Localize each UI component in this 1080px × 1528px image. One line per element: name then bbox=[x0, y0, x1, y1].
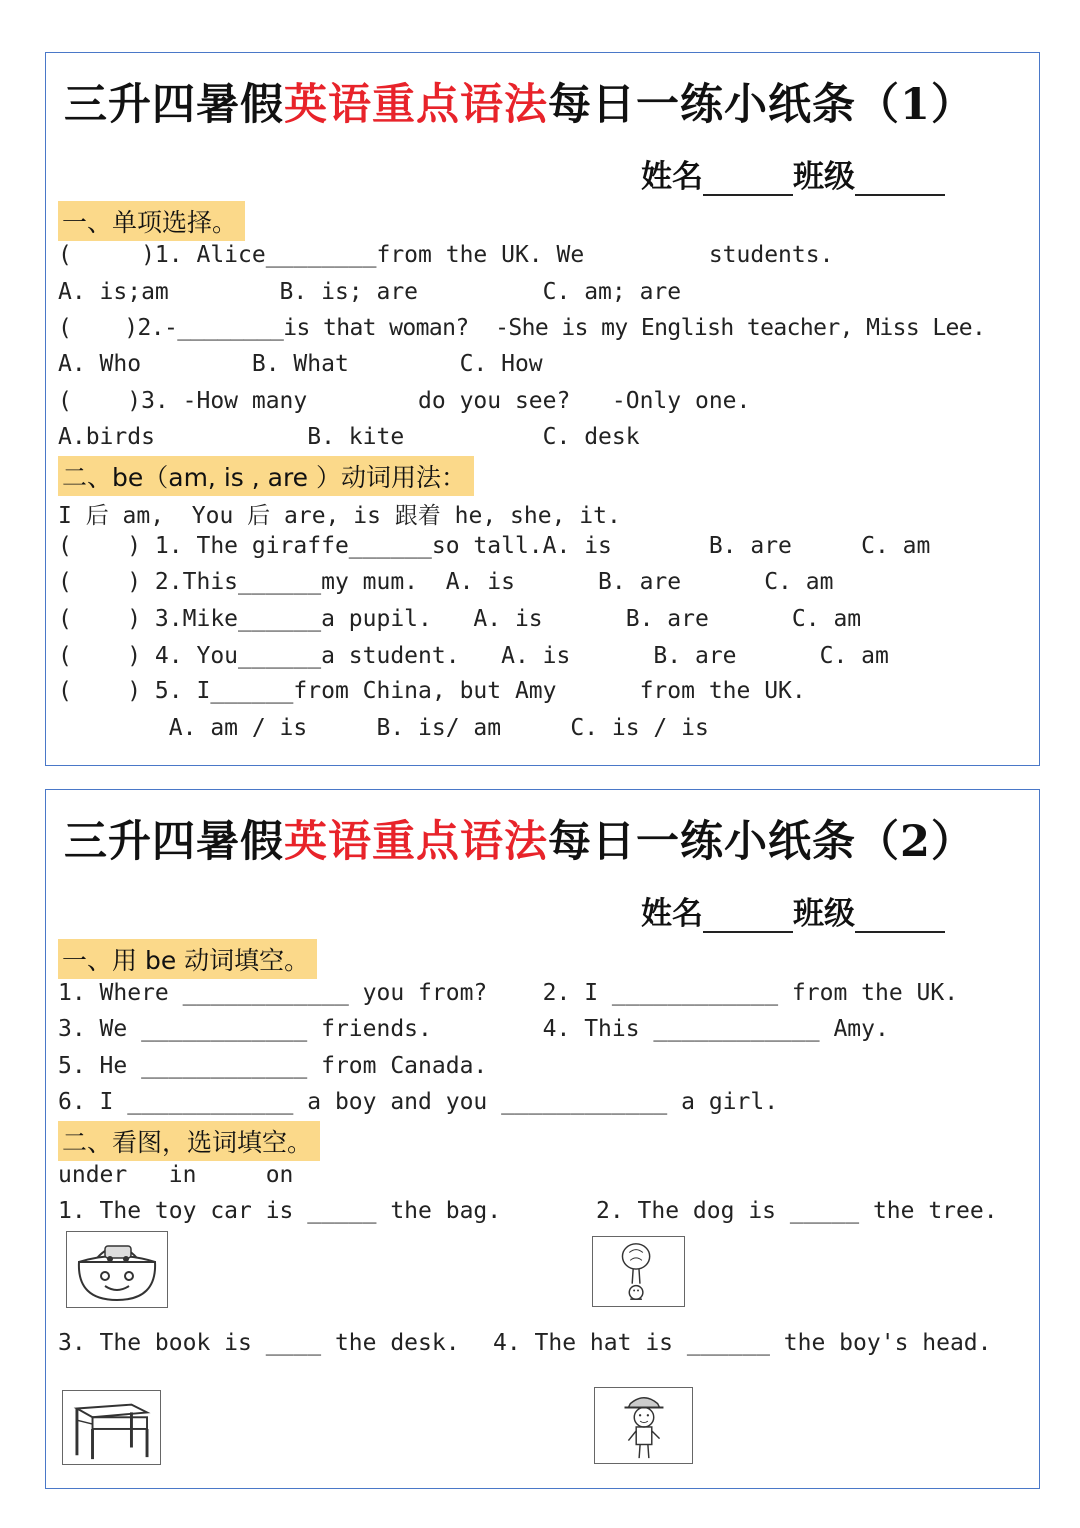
options-line: A. am / is B. is/ am C. is / is bbox=[58, 715, 709, 741]
fill-line: 6. I ____________ a boy and you ____________ a girl. bbox=[58, 1089, 779, 1115]
options-line: A.birds B. kite C. desk bbox=[58, 424, 640, 450]
title-prefix: 三升四暑假 bbox=[64, 817, 284, 867]
worksheet-2 bbox=[45, 789, 1040, 1489]
worksheet-title bbox=[64, 808, 975, 869]
desk-icon bbox=[62, 1390, 161, 1465]
bag-with-toy-car-icon bbox=[66, 1231, 168, 1308]
picture-question: 2. The dog is _____ the tree. bbox=[596, 1198, 998, 1224]
question-line: ( ) 5. I______from China, but Amy from the UK. bbox=[58, 678, 806, 704]
class-label: 班级 bbox=[793, 896, 855, 932]
question-line: ( ) 3.Mike______a pupil. A. is B. are C. am bbox=[58, 606, 862, 632]
title-suffix: 每日一练小纸条（2） bbox=[548, 817, 975, 867]
fill-line: 3. We ____________ friends. 4. This ____________ Amy. bbox=[58, 1016, 889, 1042]
class-blank[interactable] bbox=[855, 162, 945, 196]
worksheet-title bbox=[64, 71, 975, 132]
section-heading: 二、be（am, is , are ）动词用法： bbox=[58, 456, 474, 496]
class-label: 班级 bbox=[793, 159, 855, 195]
name-class-row bbox=[641, 151, 945, 196]
picture-question: 3. The book is ____ the desk. bbox=[58, 1330, 460, 1356]
fill-line: 5. He ____________ from Canada. bbox=[58, 1053, 488, 1079]
title-highlight: 英语重点语法 bbox=[284, 817, 548, 867]
section-heading: 一、用 be 动词填空。 bbox=[58, 939, 317, 979]
dog-under-tree-icon bbox=[592, 1236, 685, 1307]
name-class-row bbox=[641, 888, 945, 933]
fill-line: 1. Where ____________ you from? 2. I ____________ from the UK. bbox=[58, 980, 959, 1006]
name-label: 姓名 bbox=[641, 159, 703, 195]
options-line: A. Who B. What C. How bbox=[58, 351, 543, 377]
title-highlight: 英语重点语法 bbox=[284, 80, 548, 130]
word-bank: under in on bbox=[58, 1162, 294, 1188]
question-line: ( ) 4. You______a student. A. is B. are C. am bbox=[58, 643, 889, 669]
title-prefix: 三升四暑假 bbox=[64, 80, 284, 130]
question-line: ( ) 2.This______my mum. A. is B. are C. am bbox=[58, 569, 834, 595]
name-blank[interactable] bbox=[703, 162, 793, 196]
rule-line: I 后 am, You 后 are, is 跟着 he, she, it. bbox=[58, 503, 621, 529]
boy-with-hat-icon bbox=[594, 1387, 693, 1464]
question-line: ( )3. -How many do you see? -Only one. bbox=[58, 388, 751, 414]
section-heading: 一、单项选择。 bbox=[58, 201, 245, 241]
name-label: 姓名 bbox=[641, 896, 703, 932]
title-suffix: 每日一练小纸条（1） bbox=[548, 80, 975, 130]
picture-question: 4. The hat is ______ the boy's head. bbox=[493, 1330, 992, 1356]
question-line: ( )2.-________is that woman? -She is my English teacher, Miss Lee. bbox=[58, 315, 986, 341]
name-blank[interactable] bbox=[703, 899, 793, 933]
question-line: ( ) 1. The giraffe______so tall.A. is B. are C. am bbox=[58, 533, 931, 559]
worksheet-1 bbox=[45, 52, 1040, 766]
picture-question: 1. The toy car is _____ the bag. bbox=[58, 1198, 502, 1224]
options-line: A. is;am B. is; are C. am; are bbox=[58, 279, 682, 305]
class-blank[interactable] bbox=[855, 899, 945, 933]
section-heading: 二、看图，选词填空。 bbox=[58, 1121, 320, 1161]
question-line: ( )1. Alice________from the UK. We students. bbox=[58, 242, 834, 268]
